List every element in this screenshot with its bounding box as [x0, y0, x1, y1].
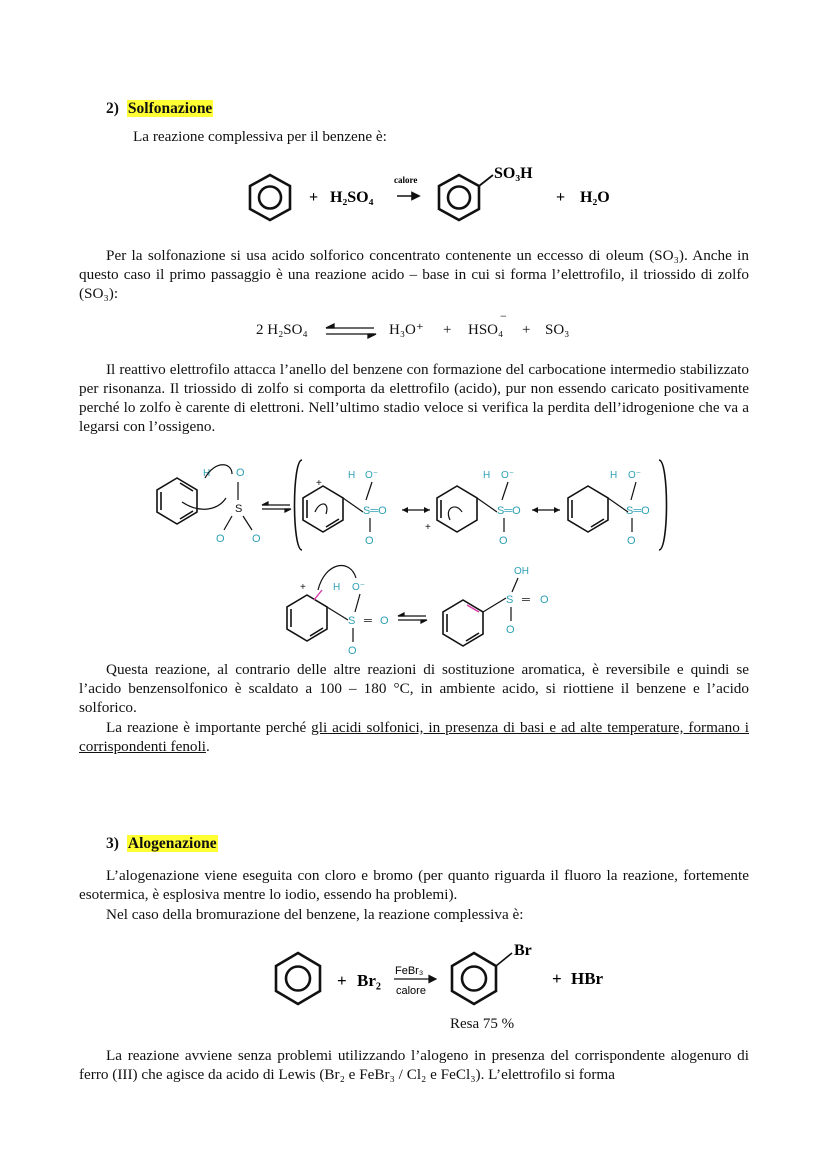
section-3-paragraph-1: L’alogenazione viene eseguita con cloro e bromo (per quanto riguarda il fluoro la reazione, fortemente esotermica, è esplosiva mentre lo iodio, essendo ha problemi).	[79, 867, 749, 903]
mech-s-2: S	[348, 615, 356, 627]
mech-h-4: H	[610, 470, 618, 481]
mech-plus-1: +	[316, 478, 322, 489]
mech-sigma-complex-3	[568, 486, 608, 532]
section-2-paragraph-3: Questa reazione, al contrario delle altre reazioni di sostituzione aromatica, è reversibile e quindi se l’acido benzensolfonico è scaldato a 100 – 180 °C, in ambiente acido, si riottiene il benzene e l’acido solforico.	[79, 661, 749, 716]
section-2-paragraph-2: Il reattivo elettrofilo attacca l’anello del benzene con formazione del carbocatione intermedio stabilizzato per risonanza. Il triossido di zolfo si comporta da elettrofilo (acido), pur non essendo caricato positivamente perché lo zolfo è carente di elettroni. Nell’ultimo stadio veloce si verifica la perdita dell’idrogenione che va a legarsi con l’ossigeno.	[79, 361, 749, 435]
bromination-byproduct: HBr	[571, 969, 604, 988]
equilibrium-arrow	[322, 322, 392, 342]
mech-sigma-complex-1	[303, 486, 343, 532]
mech-sigma-complex-4	[287, 595, 327, 641]
mech-benzene	[157, 478, 197, 524]
benzene-ring-reactant	[250, 175, 290, 220]
mech-ominus-1: O⁻	[365, 470, 379, 481]
mech-o-4: O	[365, 535, 374, 547]
mech-h-3: H	[483, 470, 491, 481]
section-2-heading	[106, 99, 213, 118]
mech-o-10: O	[506, 624, 515, 636]
eq1-plus-1: +	[309, 189, 319, 206]
mech-seq-3: S═O	[626, 505, 650, 517]
mech-plus-3: +	[300, 582, 306, 593]
para4-start: La reazione è importante perché	[106, 719, 312, 736]
eq2-left: 2 H₂SO₄	[256, 322, 308, 338]
eq1-condition: calore	[394, 175, 418, 185]
section-2-title: Solfonazione	[127, 100, 213, 117]
eq2-product-3: SO₃	[545, 322, 570, 338]
eq2-plus-1: +	[443, 322, 452, 338]
bromination-benzene-reactant	[276, 953, 320, 1004]
eq1-plus-2: +	[556, 189, 566, 206]
section-2-paragraph-1: Per la solfonazione si usa acido solforico concentrato contenente un eccesso di oleum (SO₃). Anche in questo caso il primo passaggio è una reazione acido – base in cui si forma l’elettrofilo, il triossido di zolfo (SO₃):	[79, 247, 749, 302]
section-2-paragraph-4	[79, 718, 749, 756]
section-2-intro: La reazione complessiva per il benzene è:	[133, 128, 387, 145]
eq2-charge: −	[500, 309, 507, 323]
eq1-arrow	[397, 193, 419, 200]
mech-o-1: O	[236, 467, 245, 479]
mech-sigma-complex-2	[437, 486, 477, 532]
mech-o-5: O	[499, 535, 508, 547]
mech-equilibrium-2	[398, 613, 427, 623]
section-3-title: Alogenazione	[127, 835, 217, 852]
mech-o-2: O	[216, 533, 225, 545]
eq1-reagent: H₂SO₄	[330, 189, 374, 206]
mech-o-9: O	[540, 594, 549, 606]
mech-plus-2: +	[425, 522, 431, 533]
eq1-byproduct: H₂O	[580, 189, 610, 206]
mech-oh: OH	[514, 566, 529, 577]
eq1-product-group: SO₃H	[494, 165, 533, 182]
bromination-plus-2: +	[552, 969, 562, 988]
sulfonation-overall-equation	[0, 158, 828, 228]
mech-seq-2: S═O	[497, 505, 521, 517]
bromination-condition: calore	[396, 985, 426, 997]
eq2-plus-2: +	[522, 322, 531, 338]
mech-seq-1: S═O	[363, 505, 387, 517]
bromination-catalyst: FeBr₃	[395, 965, 424, 977]
mech-o-3: O	[252, 533, 261, 545]
benzene-ring-product	[439, 175, 493, 220]
mech-double-bond-2: ═	[522, 594, 530, 606]
section-3-number: 3)	[106, 835, 119, 852]
mech-s-3: S	[506, 594, 514, 606]
mech-o-7: O	[380, 615, 389, 627]
mech-ominus-4: O⁻	[352, 582, 366, 593]
mech-o-6: O	[627, 535, 636, 547]
section-2-number: 2)	[106, 100, 119, 117]
bromination-plus-1: +	[337, 971, 347, 990]
mech-h-5: H	[333, 582, 341, 593]
para4-underlined: gli acidi solfonici, in presenza di basi e ad alte temperature, formano i corrispondenti fenoli	[79, 719, 750, 755]
section-3-heading	[106, 834, 218, 853]
eq2-product-1: H₃O⁺	[389, 322, 424, 338]
mech-double-bond-1: ═	[364, 615, 372, 627]
eq2-product-2: HSO₄	[468, 322, 504, 338]
bromination-reagent: Br₂	[357, 971, 381, 990]
section-3-paragraph-3: La reazione avviene senza problemi utilizzando l’alogeno in presenza del corrispondente alogenuro di ferro (III) che agisce da acido di Lewis (Br₂ e FeBr₃ / Cl₂ e FeCl₃). L’elettrofilo si forma	[79, 1047, 749, 1083]
bromination-equation	[0, 935, 828, 1035]
mech-ominus-3: O⁻	[628, 470, 642, 481]
mech-h-2: H	[348, 470, 356, 481]
mech-h-1: H	[203, 468, 211, 479]
sulfonation-mechanism	[0, 450, 828, 660]
mech-ominus-2: O⁻	[501, 470, 515, 481]
bromination-product-group: Br	[514, 942, 532, 959]
mech-product-benzene	[443, 600, 483, 646]
mech-o-8: O	[348, 645, 357, 657]
mech-s-1: S	[235, 503, 243, 515]
mech-equilibrium-1	[262, 502, 291, 512]
section-3-paragraph-2: Nel caso della bromurazione del benzene, la reazione complessiva è:	[106, 906, 524, 923]
bromination-yield: Resa 75 %	[450, 1016, 515, 1032]
para4-end: .	[205, 738, 210, 755]
bromination-benzene-product	[452, 953, 512, 1004]
